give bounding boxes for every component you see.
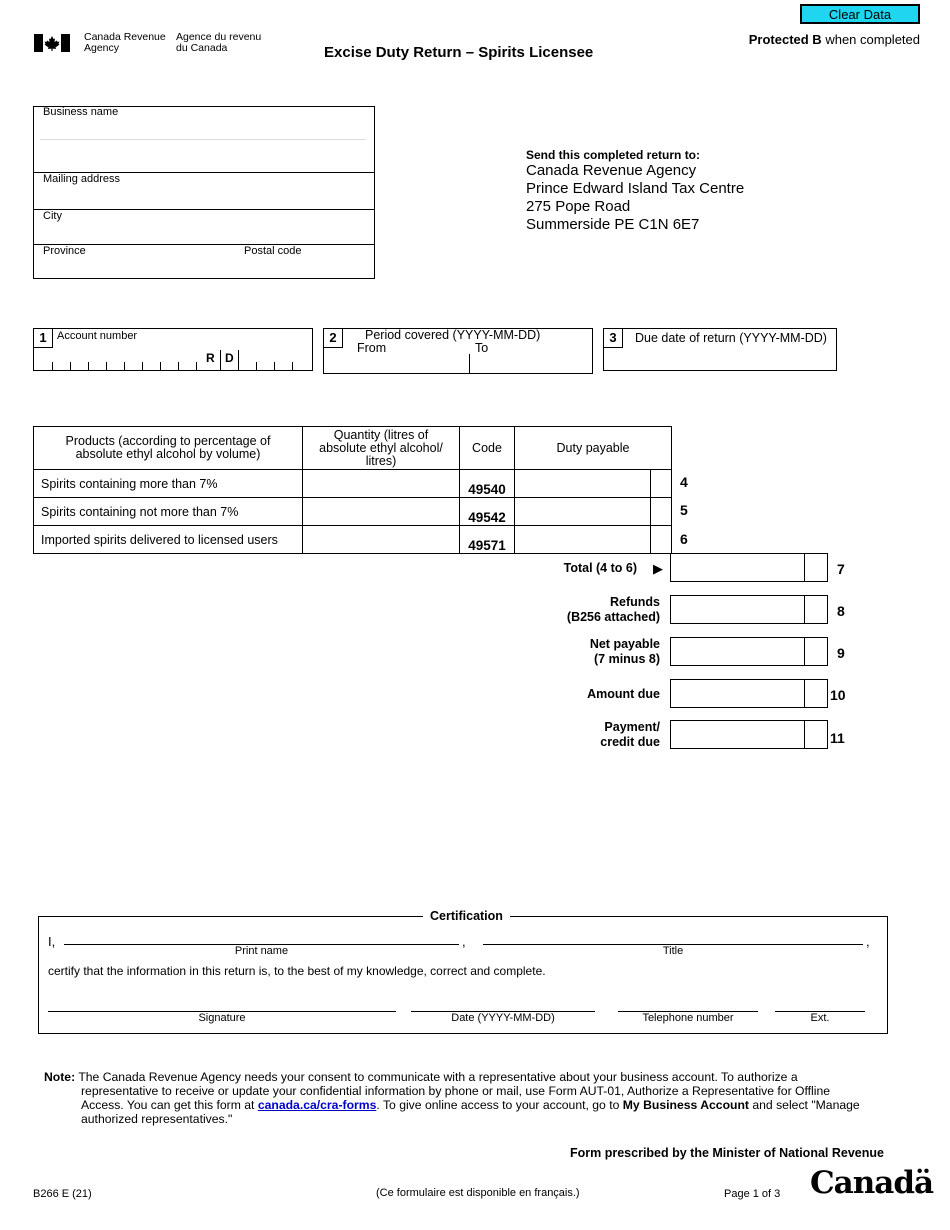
extension-field[interactable] — [775, 994, 865, 1012]
form-identifier: B266 E (21) — [33, 1188, 92, 1200]
box-number-2: 2 — [323, 328, 343, 348]
code-cell: 49571 — [460, 526, 515, 554]
net-payable-label: Net payable (7 minus 8) — [589, 637, 660, 666]
send-to-heading: Send this completed return to: — [526, 148, 701, 162]
postal-code-label: Postal code — [244, 245, 302, 257]
print-name-field[interactable] — [64, 928, 459, 945]
account-number-label: Account number — [57, 330, 138, 342]
due-date-field[interactable] — [606, 350, 834, 369]
telephone-label: Telephone number — [642, 1012, 734, 1024]
title-field[interactable] — [483, 928, 863, 945]
products-header: Products (according to percentage of absolute ethyl alcohol by volume) — [34, 427, 303, 470]
amount-due-label: Amount due — [587, 687, 660, 701]
line-number-7: 7 — [837, 561, 845, 577]
agency-name-french: Agence du revenu du Canada — [176, 31, 262, 54]
certification-comma: , — [462, 934, 466, 949]
line-number-5: 5 — [680, 502, 688, 518]
clear-data-button[interactable]: Clear Data — [800, 4, 920, 24]
period-to-field[interactable] — [472, 355, 590, 372]
province-label: Province — [43, 245, 86, 257]
city-label: City — [43, 210, 62, 222]
french-availability: (Ce formulaire est disponible en français.) — [376, 1187, 580, 1199]
business-name-field[interactable] — [40, 120, 366, 170]
line-number-8: 8 — [837, 603, 845, 619]
extension-label: Ext. — [810, 1012, 830, 1024]
code-cell: 49542 — [460, 498, 515, 526]
province-field[interactable] — [40, 258, 230, 276]
canada-wordmark-logo: Canadä — [810, 1165, 934, 1201]
page-title: Excise Duty Return – Spirits Licensee — [324, 44, 594, 61]
signature-label: Signature — [198, 1012, 246, 1024]
form-prescribed: Form prescribed by the Minister of National Revenue — [570, 1146, 884, 1160]
quantity-cell[interactable] — [303, 470, 460, 498]
certification-comma: , — [866, 934, 870, 949]
line-number-10: 10 — [830, 687, 846, 703]
line-number-9: 9 — [837, 645, 845, 661]
quantity-cell[interactable] — [303, 498, 460, 526]
total-label: Total (4 to 6) — [563, 561, 637, 575]
line-number-4: 4 — [680, 474, 688, 490]
certification-statement: certify that the information in this return is, to the best of my knowledge, correct and complete. — [48, 964, 546, 978]
page-number: Page 1 of 3 — [724, 1188, 781, 1200]
date-label: Date (YYYY-MM-DD) — [451, 1012, 555, 1024]
product-label: Spirits containing not more than 7% — [34, 498, 303, 526]
signature-field[interactable] — [48, 994, 396, 1012]
quantity-cell[interactable] — [303, 526, 460, 554]
box-number-1: 1 — [33, 328, 53, 348]
due-date-label: Due date of return (YYYY-MM-DD) — [635, 331, 827, 345]
title-label: Title — [662, 945, 684, 957]
table-row — [34, 498, 672, 526]
mailing-address-label: Mailing address — [43, 173, 121, 185]
table-row — [34, 526, 672, 554]
account-d-letter: D — [225, 351, 234, 365]
products-table — [33, 426, 672, 554]
quantity-header: Quantity (litres of absolute ethyl alcohol/ litres) — [303, 427, 460, 470]
refunds-label: Refunds (B256 attached) — [566, 595, 660, 624]
period-from-label: From — [357, 341, 387, 355]
duty-cents-cell[interactable] — [650, 470, 671, 498]
divider — [33, 209, 375, 210]
line-number-6: 6 — [680, 531, 688, 547]
code-cell: 49540 — [460, 470, 515, 498]
city-field[interactable] — [40, 223, 366, 243]
send-to-address: Send this completed return to: Canada Revenue Agency Prince Edward Island Tax Centre 275 Pope Road Summerside PE C1N 6E7 — [526, 148, 745, 233]
duty-payable-cell[interactable] — [515, 470, 651, 498]
telephone-field[interactable] — [618, 994, 758, 1012]
code-header: Code — [460, 427, 515, 470]
payment-credit-due-label: Payment/ credit due — [600, 720, 660, 749]
mailing-address-field[interactable] — [40, 186, 366, 208]
period-covered-label: Period covered (YYYY-MM-DD) — [365, 328, 541, 342]
period-to-label: To — [475, 341, 489, 355]
date-field[interactable] — [411, 994, 595, 1012]
arrow-right-icon: ▶ — [653, 561, 663, 576]
product-label: Imported spirits delivered to licensed users — [34, 526, 303, 554]
duty-cents-cell[interactable] — [650, 498, 671, 526]
business-name-label: Business name — [43, 106, 119, 118]
duty-cents-cell[interactable] — [650, 526, 671, 554]
cra-forms-link[interactable]: canada.ca/cra-forms — [257, 1098, 377, 1112]
consent-note: Note: The Canada Revenue Agency needs your consent to communicate with a representative about your business account. To authorize a representative to receive or update your confidential information by phone or mail, use Form AUT-01, Authorize a Representative for Offline Access. You can get this form at canada.ca/cra-forms. To give online access to your account, go to My Business Account and select "Manage authorized representatives." — [44, 1070, 860, 1126]
line-number-11: 11 — [830, 730, 845, 746]
duty-payable-cell[interactable] — [515, 526, 651, 554]
box-number-3: 3 — [603, 328, 623, 348]
duty-payable-header: Duty payable — [515, 427, 672, 470]
postal-code-field[interactable] — [240, 258, 368, 276]
certification-title: Certification — [423, 909, 510, 923]
certification-i: I, — [48, 934, 56, 949]
account-r-letter: R — [206, 351, 215, 365]
table-row — [34, 470, 672, 498]
canada-flag-icon — [34, 34, 70, 52]
protected-label: Protected B when completed — [748, 32, 920, 47]
agency-name-english: Canada Revenue Agency — [84, 31, 166, 54]
period-from-field[interactable] — [326, 355, 466, 372]
account-number-field[interactable] — [36, 350, 310, 370]
product-label: Spirits containing more than 7% — [34, 470, 303, 498]
duty-payable-cell[interactable] — [515, 498, 651, 526]
print-name-label: Print name — [234, 945, 289, 957]
